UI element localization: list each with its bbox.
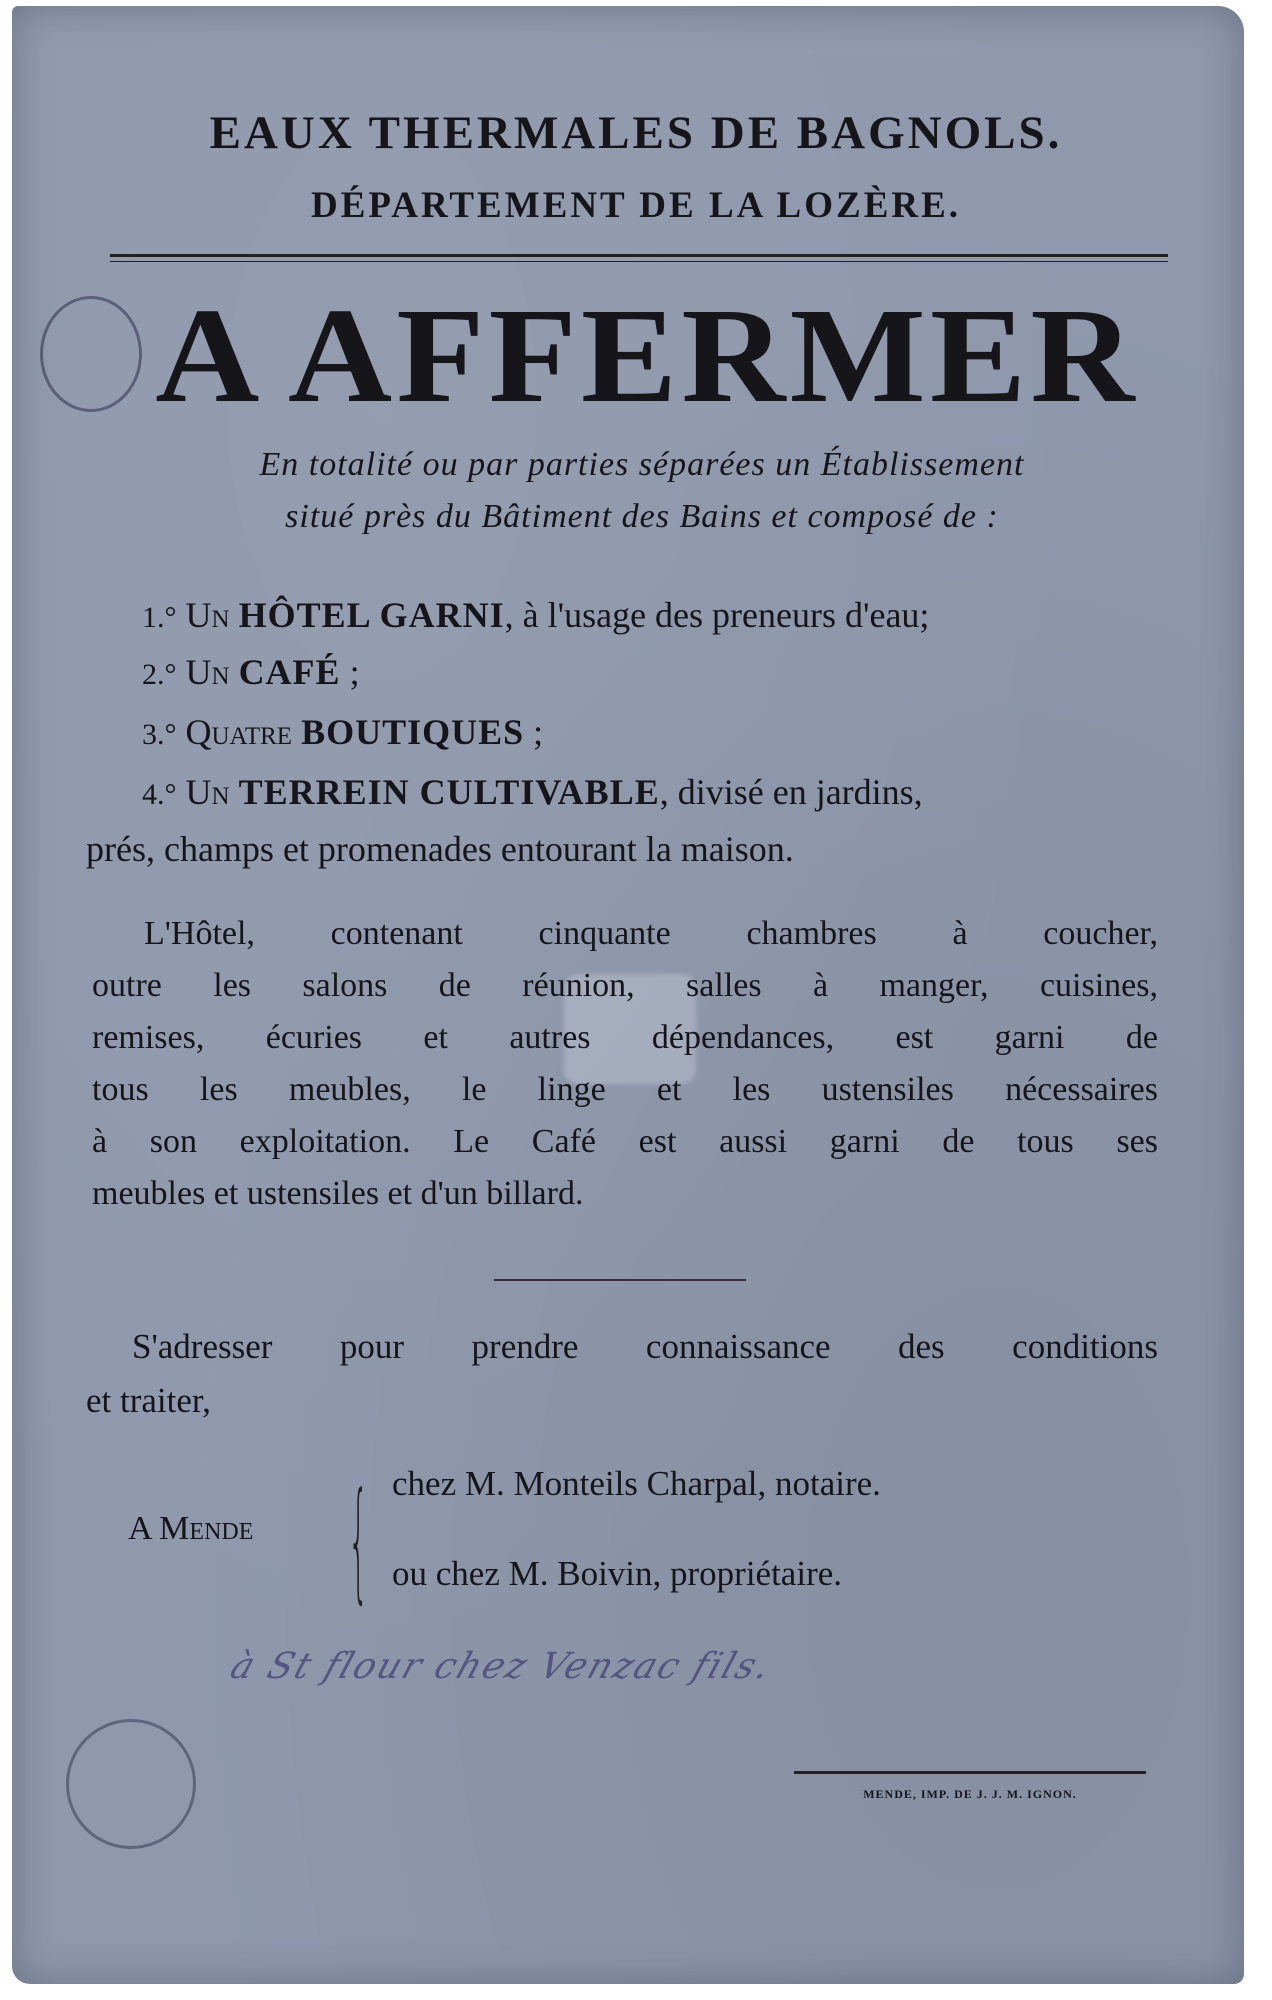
- item-lead: Quatre: [185, 712, 293, 752]
- contact-intro: [86, 1320, 1158, 1428]
- item-lead: Un: [185, 772, 230, 812]
- item-lead: Un: [185, 652, 230, 692]
- item-name: HÔTEL GARNI: [238, 595, 505, 635]
- contact-address-1: chez M. Monteils Charpal, notaire.: [392, 1464, 881, 1503]
- item-number: 4.°: [142, 778, 177, 811]
- item-number: 1.°: [142, 601, 177, 634]
- list-item: [142, 594, 929, 636]
- contact-line: S'adresser pour prendre connaissance des conditions: [132, 1327, 1158, 1366]
- printer-imprint: MENDE, IMP. DE J. J. M. IGNON.: [863, 1787, 1077, 1801]
- item-rest: , à l'usage des preneurs d'eau;: [504, 595, 930, 635]
- paragraph-line: outre les salons de réunion, salles à manger, cuisines,: [92, 967, 1158, 1004]
- list-item: [142, 711, 543, 753]
- handwritten-note: à St flour chez Venzac fils.: [225, 1646, 778, 1687]
- item-rest: , divisé en jardins,: [659, 772, 923, 812]
- list-item: [142, 771, 923, 813]
- item-rest: ;: [340, 652, 360, 692]
- section-divider: [494, 1279, 746, 1281]
- poster-sheet: [12, 6, 1244, 1984]
- ink-stamp-bottom: [66, 1719, 196, 1849]
- paragraph-line: remises, écuries et autres dépendances, est garni de: [92, 1019, 1158, 1056]
- header-rule-thick: [110, 254, 1168, 257]
- item-name: BOUTIQUES: [301, 712, 525, 752]
- list-item: [142, 651, 360, 693]
- item-rest: ;: [524, 712, 544, 752]
- brace-glyph: {: [348, 1464, 369, 1616]
- imprint-rule: [794, 1771, 1146, 1774]
- subtitle-line-2: situé près du Bâtiment des Bains et composé de :: [285, 498, 999, 535]
- paragraph-line: meubles et ustensiles et d'un billard.: [92, 1175, 584, 1212]
- item-name: TERREIN CULTIVABLE: [238, 772, 660, 812]
- paragraph-line: à son exploitation. Le Café est aussi garni de tous ses: [92, 1123, 1158, 1160]
- description-paragraph: [92, 908, 1158, 1220]
- contact-city: A Mende: [128, 1510, 254, 1547]
- subtitle-line-1: En totalité ou par parties séparées un Établissement: [259, 446, 1025, 483]
- header-rule-thin: [110, 261, 1168, 262]
- item-4-continuation: prés, champs et promenades entourant la maison.: [86, 829, 794, 869]
- contact-line: et traiter,: [86, 1381, 211, 1420]
- item-name: CAFÉ: [238, 652, 341, 692]
- paragraph-line: tous les meubles, le linge et les ustensiles nécessaires: [92, 1071, 1158, 1108]
- item-number: 3.°: [142, 718, 177, 751]
- header-title: EAUX THERMALES DE BAGNOLS.: [209, 107, 1063, 159]
- contact-address-2: ou chez M. Boivin, propriétaire.: [392, 1554, 843, 1593]
- header-subtitle: DÉPARTEMENT DE LA LOZÈRE.: [310, 185, 962, 226]
- item-number: 2.°: [142, 658, 177, 691]
- item-lead: Un: [185, 595, 230, 635]
- main-title: A AFFERMER: [155, 281, 1139, 431]
- paragraph-line: L'Hôtel, contenant cinquante chambres à coucher,: [144, 915, 1158, 952]
